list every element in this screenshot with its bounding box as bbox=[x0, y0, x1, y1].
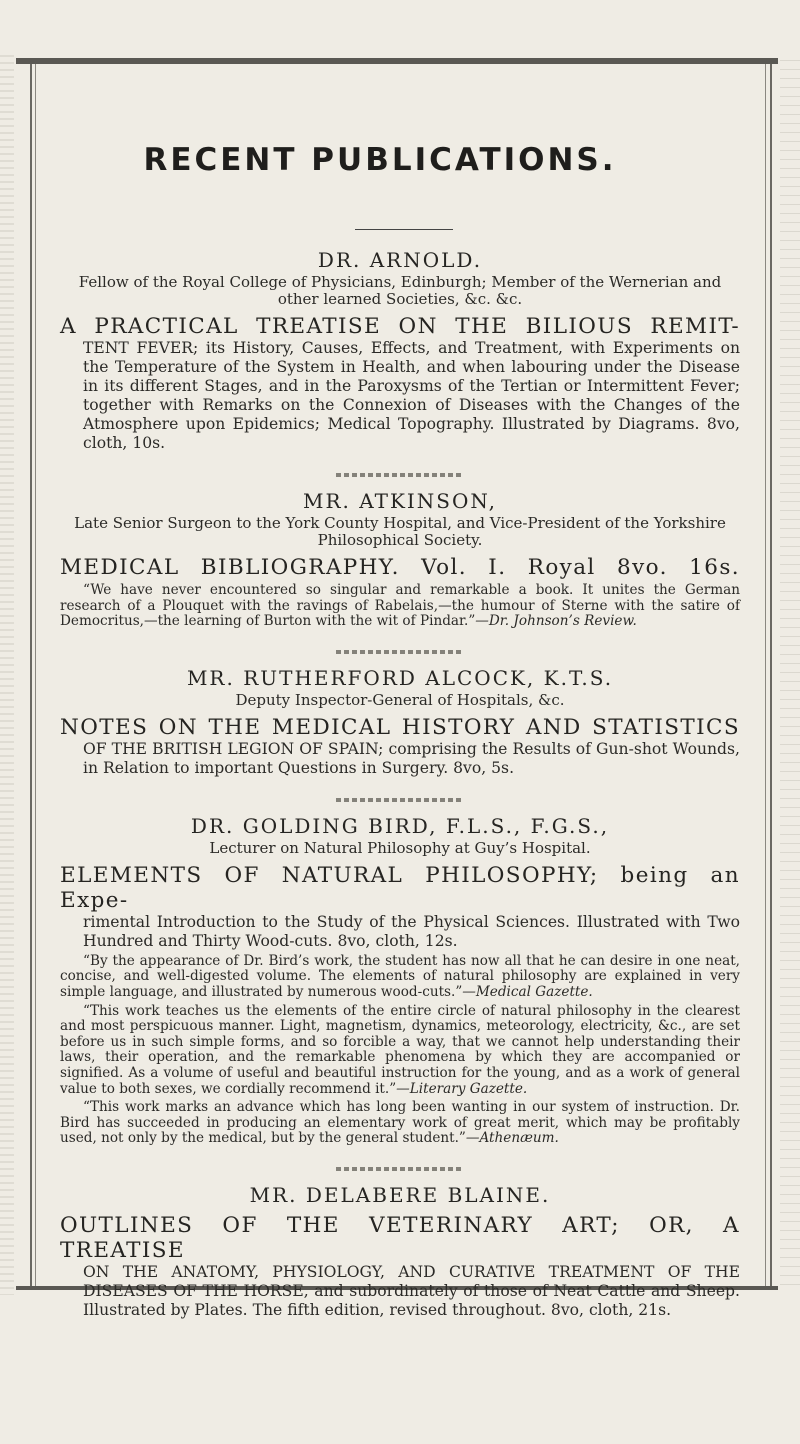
author-name: MR. DELABERE BLAINE. bbox=[249, 1182, 551, 1207]
author-name: DR. GOLDING BIRD, F.L.S., F.G.S., bbox=[190, 813, 610, 838]
publications-list bbox=[60, 248, 740, 1320]
title-underline bbox=[355, 229, 453, 230]
publication-entry bbox=[60, 248, 740, 453]
frame-rule bbox=[770, 64, 772, 1286]
book-title: OUTLINES OF THE VETERINARY ART; OR, A TREATISE bbox=[60, 1212, 740, 1263]
quote-citation: —Dr. Johnson’s Review. bbox=[475, 613, 637, 630]
publication-entry bbox=[60, 666, 740, 778]
book-title: ELEMENTS OF NATURAL PHILOSOPHY; being an Expe- bbox=[60, 862, 740, 913]
book-description: ON THE ANATOMY, PHYSIOLOGY, AND CURATIVE TREATMENT OF THE DISEASES OF THE HORSE, and subordinately of those of Neat Cattle and Sheep. Illustrated by Plates. The fifth edition, revised throughout. 8vo, cloth, 21s. bbox=[83, 1262, 740, 1319]
publication-entry bbox=[60, 814, 740, 1147]
quote-text: “This work marks an advance which has long been wanting in our system of instruction. Dr. Bird has succeeded in producing an elementary work of great merit, which may be profitably used, not only by the medical, but by the general student.” bbox=[60, 1099, 740, 1147]
review-quote bbox=[60, 1100, 740, 1147]
quote-citation: —Athenæum. bbox=[465, 1130, 559, 1147]
page-title: RECENT PUBLICATIONS. bbox=[143, 142, 617, 178]
book-description: TENT FEVER; its History, Causes, Effects, and Treatment, with Experiments on the Temperature of the System in Health, and when labouring under the Disease in its different Stages, and in the Paroxysms of the Tertian or Intermittent Fever; together with Remarks on the Connexion of Diseases with the Changes of the Atmosphere upon Epidemics; Medical Topography. Illustrated by Diagrams. 8vo, cloth, 10s. bbox=[83, 339, 740, 452]
review-quote bbox=[60, 954, 740, 1001]
review-quote bbox=[60, 1004, 740, 1098]
author-name: MR. RUTHERFORD ALCOCK, K.T.S. bbox=[186, 665, 614, 690]
review-quote bbox=[60, 583, 740, 630]
book-title: A PRACTICAL TREATISE ON THE BILIOUS REMIT- bbox=[60, 314, 740, 339]
page-edge-left bbox=[0, 55, 14, 1295]
book-description: OF THE BRITISH LEGION OF SPAIN; comprising the Results of Gun-shot Wounds, in Relation to important Questions in Surgery. 8vo, 5s. bbox=[83, 739, 740, 777]
author-name: DR. ARNOLD. bbox=[317, 248, 483, 272]
author-credentials: Deputy Inspector-General of Hospitals, &c. bbox=[235, 690, 565, 709]
frame-rule bbox=[765, 64, 766, 1286]
publication-entry bbox=[60, 489, 740, 630]
section-divider bbox=[336, 1167, 464, 1171]
author-credentials: Fellow of the Royal College of Physicians, Edinburgh; Member of the Wernerian and other learned Societies, &c. &c. bbox=[78, 273, 722, 308]
section-divider bbox=[336, 473, 464, 477]
frame-rule bbox=[30, 64, 32, 1286]
quote-citation: —Medical Gazette. bbox=[462, 983, 593, 1000]
author-credentials: Lecturer on Natural Philosophy at Guy’s Hospital. bbox=[209, 838, 591, 857]
quote-text: “We have never encountered so singular and remarkable a book. It unites the German research of a Plouquet with the ravings of Rabelais,—the humour of Sterne with the satire of Democritus,—the learning of Burton with the wit of Pindar.” bbox=[60, 582, 740, 630]
frame-rule bbox=[35, 64, 36, 1286]
book-title: NOTES ON THE MEDICAL HISTORY AND STATISTICS bbox=[60, 714, 740, 740]
quote-citation: —Literary Gazette. bbox=[396, 1080, 528, 1097]
publication-entry bbox=[60, 1183, 740, 1320]
book-description: rimental Introduction to the Study of the Physical Sciences. Illustrated with Two Hundred and Thirty Wood-cuts. 8vo, cloth, 12s. bbox=[83, 912, 740, 950]
quote-text: “By the appearance of Dr. Bird’s work, the student has now all that he can desire in one neat, concise, and well-digested volume. The elements of natural philosophy are explained in very simple language, and illustrated by numerous wood-cuts.” bbox=[60, 952, 740, 1000]
quote-text: “This work teaches us the elements of the entire circle of natural philosophy in the clearest and most perspicuous manner. Light, magnetism, dynamics, meteorology, electricity, &c., are set before us in such simple forms, and so forcible a way, that we cannot help understanding their laws, their operation, and the remarkable phenomena by which they are accompanied or signified. As a volume of useful and beautiful instruction for the young, and as a work of general value to both sexes, we cordially recommend it.” bbox=[60, 1002, 740, 1097]
author-name: MR. ATKINSON, bbox=[303, 489, 497, 513]
section-divider bbox=[336, 798, 464, 802]
author-credentials: Late Senior Surgeon to the York County Hospital, and Vice-President of the Yorkshire Philosophical Society. bbox=[74, 514, 726, 549]
section-divider bbox=[336, 650, 464, 654]
page-edge-right bbox=[780, 60, 800, 1290]
book-title: MEDICAL BIBLIOGRAPHY. Vol. I. Royal 8vo. 16s. bbox=[60, 555, 740, 580]
